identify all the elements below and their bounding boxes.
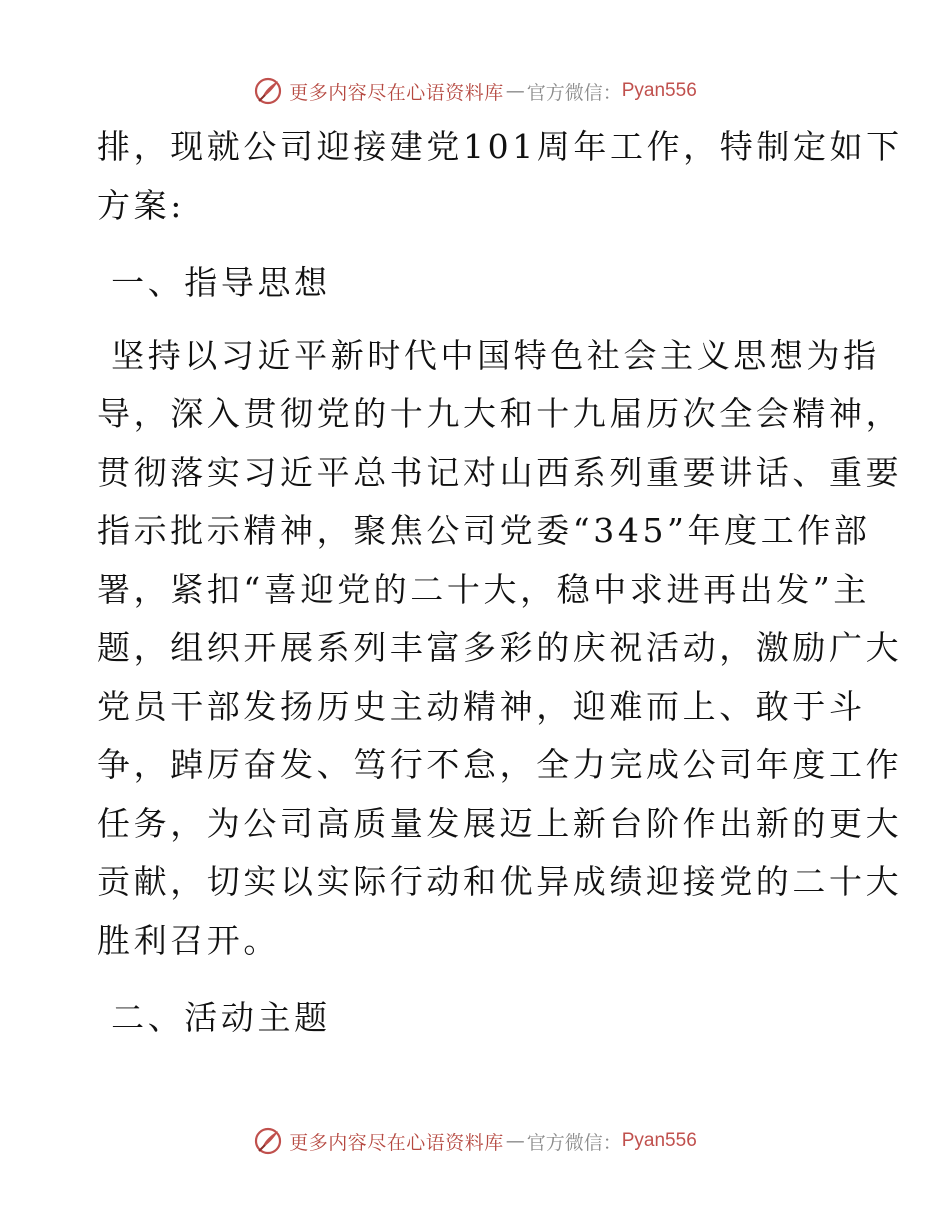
intro-line-1: 排，现就公司迎接建党101周年工作，特制定如下	[97, 127, 903, 166]
section2-heading: 二、活动主题	[97, 998, 331, 1037]
intro-line-2: 方案:	[97, 185, 185, 225]
feather-pen-logo-icon	[253, 76, 283, 106]
watermark-text: 更多内容尽在心语资料库	[289, 1131, 504, 1154]
section1-line: 任务，为公司高质量发展迈上新台阶作出新的更大	[97, 803, 903, 843]
section1-line: 党员干部发扬历史主动精神，迎难而上、敢于斗	[97, 686, 866, 726]
footer-watermark	[0, 1121, 950, 1161]
watermark-id: Pyan556	[621, 1130, 697, 1151]
watermark-text: 更多内容尽在心语资料库	[289, 81, 504, 104]
watermark-label: 官方微信：	[526, 81, 622, 104]
section1-line: 坚持以习近平新时代中国特色社会主义思想为指	[97, 335, 880, 375]
header-watermark	[0, 71, 950, 111]
section1-line: 胜利召开。	[97, 920, 280, 960]
section1-line: 贡献，切实以实际行动和优异成绩迎接党的二十大	[97, 862, 903, 901]
section1-line: 指示批示精神，聚焦公司党委“345”年度工作部	[97, 511, 871, 550]
section1-line: 题，组织开展系列丰富多彩的庆祝活动，激励广大	[97, 628, 903, 667]
section1-line: 争，踔厉奋发、笃行不怠，全力完成公司年度工作	[97, 745, 903, 784]
section1-heading: 一、指导思想	[97, 263, 331, 302]
document-body	[97, 118, 903, 1048]
feather-pen-logo-icon	[253, 1126, 283, 1156]
section1-line: 导，深入贯彻党的十九大和十九届历次全会精神，	[97, 394, 903, 433]
section1-line: 署，紧扣“喜迎党的二十大，稳中求进再出发”主	[97, 569, 870, 609]
watermark-label: 官方微信：	[526, 1131, 622, 1154]
watermark-id: Pyan556	[621, 80, 697, 101]
watermark-dash: —	[505, 1130, 525, 1152]
section1-line: 贯彻落实习近平总书记对山西系列重要讲话、重要	[97, 452, 903, 492]
watermark-dash: —	[505, 80, 525, 102]
